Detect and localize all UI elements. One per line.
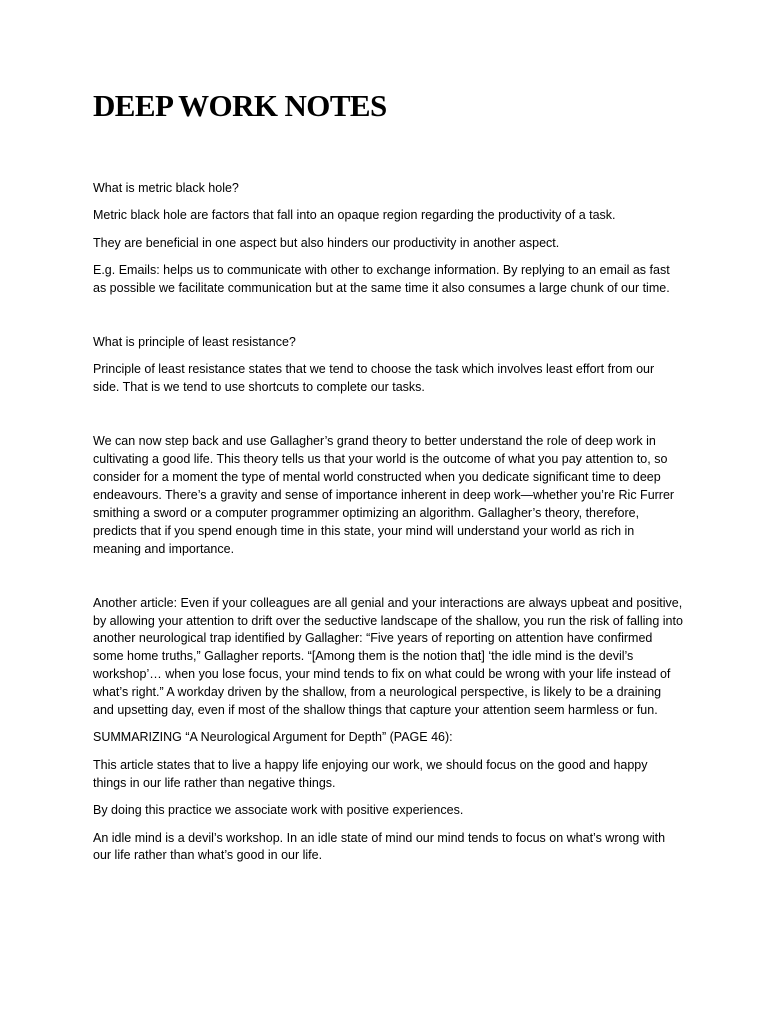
paragraph: An idle mind is a devil’s workshop. In an idle state of mind our mind tends to focus on what’s wrong with our life rather than what’s good in our life. [93, 830, 666, 863]
summary-heading: SUMMARIZING “A Neurological Argument for Depth” (PAGE 46): [93, 730, 453, 745]
paragraph: E.g. Emails: helps us to communicate with other to exchange information. By replying to an email as fast as possible we facilitate communication but at the same time it also consumes a large chunk of our time. [93, 263, 670, 296]
question-metric-black-hole: What is metric black hole? [93, 181, 239, 195]
paragraph: Another article: Even if your colleagues are all genial and your interactions are always upbeat and positive, by allowing your attention to drift over the seductive landscape of the shallow, you run the risk of falling into another neurological trap identified by Gallagher: “Five years of reporting on attention have confirmed some home truths,” Gallagher reports. “[Among them is the notion that] ‘the idle mind is the devil’s workshop’… when you lose focus, your mind tends to fix on what could be wrong with your life instead of what’s right.” A workday driven by the shallow, from a neurological perspective, is likely to be a draining and upsetting day, even if most of the shallow things that capture your attention seem harmless or fun. [93, 595, 683, 718]
paragraph: We can now step back and use Gallagher’s grand theory to better understand the role of deep work in cultivating a good life. This theory tells us that your world is the outcome of what you pay attention to, so consider for a moment the type of mental world constructed when you dedicate significant time to deep endeavours. There’s a gravity and sense of importance inherent in deep work—whether you’re Ric Furrer smithing a sword or a computer programmer optimizing an algorithm. Gallagher’s theory, therefore, predicts that if you spend enough time in this state, your mind will understand your world as rich in meaning and importance. [93, 434, 675, 556]
paragraph: This article states that to live a happy life enjoying our work, we should focus on the good and happy things in our life rather than negative things. [93, 757, 648, 790]
paragraph: They are beneficial in one aspect but also hinders our productivity in another aspect. [93, 235, 560, 250]
paragraph: Principle of least resistance states that we tend to choose the task which involves least effort from our side. That is we tend to use shortcuts to complete our tasks. [93, 362, 655, 395]
document-title: DEEP WORK NOTES [93, 88, 387, 123]
paragraph: Metric black hole are factors that fall into an opaque region regarding the productivity of a task. [93, 208, 616, 223]
paragraph: By doing this practice we associate work with positive experiences. [93, 803, 464, 818]
question-least-resistance: What is principle of least resistance? [93, 335, 296, 350]
document-body [93, 180, 683, 875]
